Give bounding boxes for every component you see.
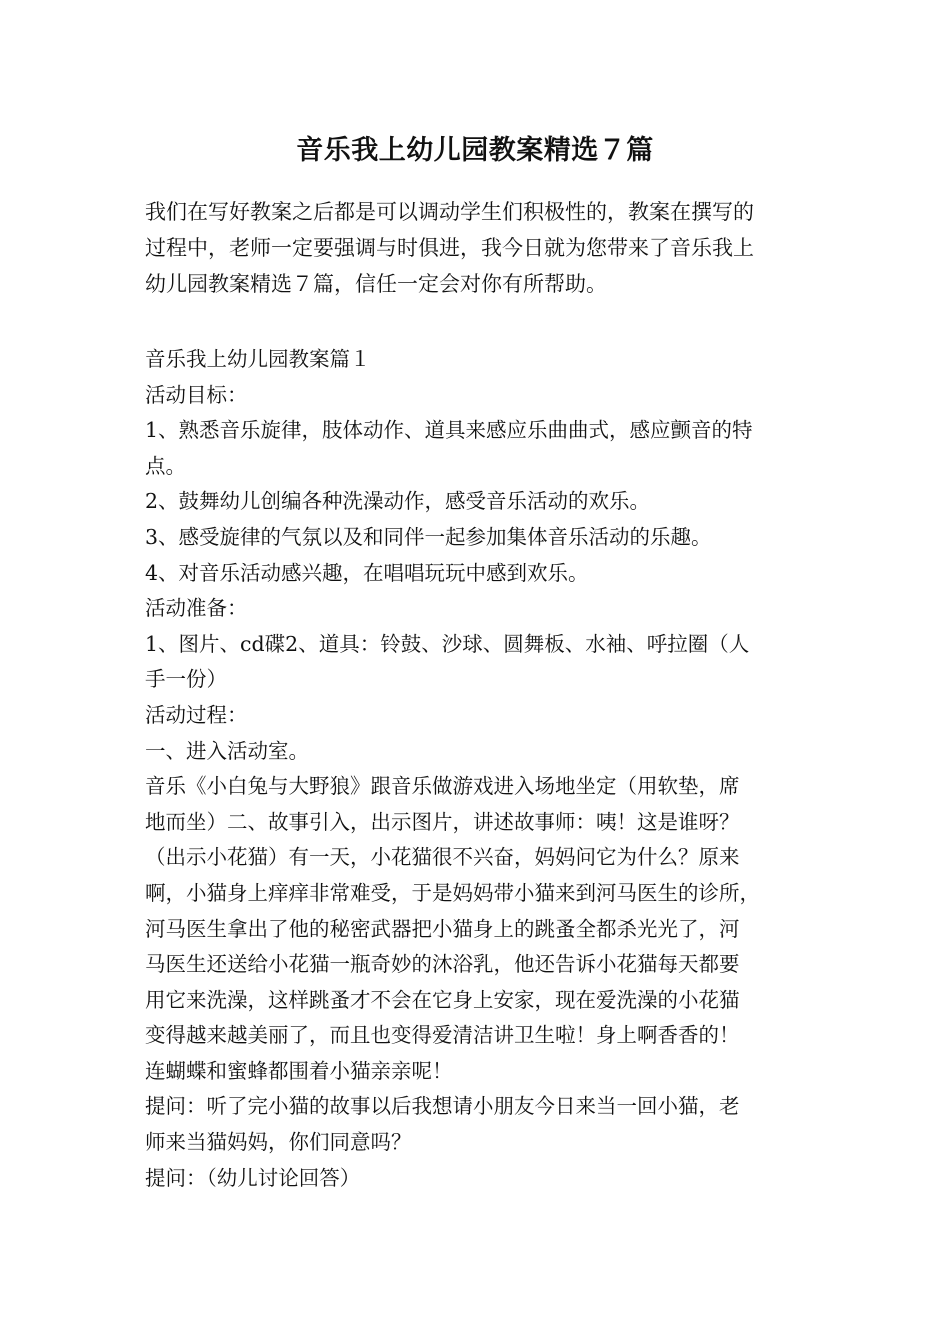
subheading-activity-process: 活动过程：	[145, 702, 248, 727]
text-line: 1、图片、cd碟2、道具：铃鼓、沙球、圆舞板、水袖、呼拉圈（人	[145, 631, 750, 656]
text-line: 啊，小猫身上痒痒非常难受，于是妈妈带小猫来到河马医生的诊所，	[145, 880, 760, 905]
text-line: 3、感受旋律的气氛以及和同伴一起参加集体音乐活动的乐趣。	[145, 524, 712, 549]
intro-line: 幼儿园教案精选７篇，信任一定会对你有所帮助。	[145, 272, 607, 296]
document-title: 音乐我上幼儿园教案精选７篇	[296, 135, 654, 166]
text-line: 师来当猫妈妈，你们同意吗？	[145, 1130, 412, 1155]
text-line: 变得越来越美丽了，而且也变得爱清洁讲卫生啦！身上啊香香的！	[145, 1023, 740, 1048]
section-heading: 音乐我上幼儿园教案篇１	[145, 347, 371, 371]
text-line: （出示小花猫）有一天，小花猫很不兴奋，妈妈问它为什么？原来	[145, 845, 740, 870]
text-line: 河马医生拿出了他的秘密武器把小猫身上的跳蚤全都杀光光了，河	[145, 916, 740, 941]
text-line: 连蝴蝶和蜜蜂都围着小猫亲亲呢！	[145, 1058, 453, 1083]
text-line: 1、熟悉音乐旋律，肢体动作、道具来感应乐曲曲式，感应颤音的特	[145, 418, 753, 443]
text-line: 提问：（幼儿讨论回答）	[145, 1165, 361, 1190]
intro-line: 过程中，老师一定要强调与时俱进，我今日就为您带来了音乐我上	[145, 236, 754, 260]
text-line: 一、进入活动室。	[145, 738, 309, 763]
subheading-activity-goals: 活动目标：	[145, 382, 248, 407]
text-line: 手一份）	[145, 667, 227, 692]
text-line: 马医生还送给小花猫一瓶奇妙的沐浴乳，他还告诉小花猫每天都要	[145, 952, 740, 977]
text-line: 2、鼓舞幼儿创编各种洗澡动作，感受音乐活动的欢乐。	[145, 489, 651, 514]
text-line: 4、对音乐活动感兴趣，在唱唱玩玩中感到欢乐。	[145, 560, 589, 585]
text-line: 音乐《小白兔与大野狼》跟音乐做游戏进入场地坐定（用软垫，席	[145, 774, 740, 799]
text-line: 点。	[145, 453, 186, 478]
lesson-plan-body	[145, 342, 835, 1196]
intro-paragraph	[145, 194, 810, 302]
subheading-activity-preparation: 活动准备：	[145, 596, 248, 621]
text-line: 用它来洗澡，这样跳蚤才不会在它身上安家，现在爱洗澡的小花猫	[145, 987, 740, 1012]
text-line: 地而坐）二、故事引入，出示图片，讲述故事师：咦！这是谁呀？	[145, 809, 740, 834]
intro-line: 我们在写好教案之后都是可以调动学生们积极性的，教案在撰写的	[145, 200, 754, 224]
text-line: 提问：听了完小猫的故事以后我想请小朋友今日来当一回小猫，老	[145, 1094, 740, 1119]
